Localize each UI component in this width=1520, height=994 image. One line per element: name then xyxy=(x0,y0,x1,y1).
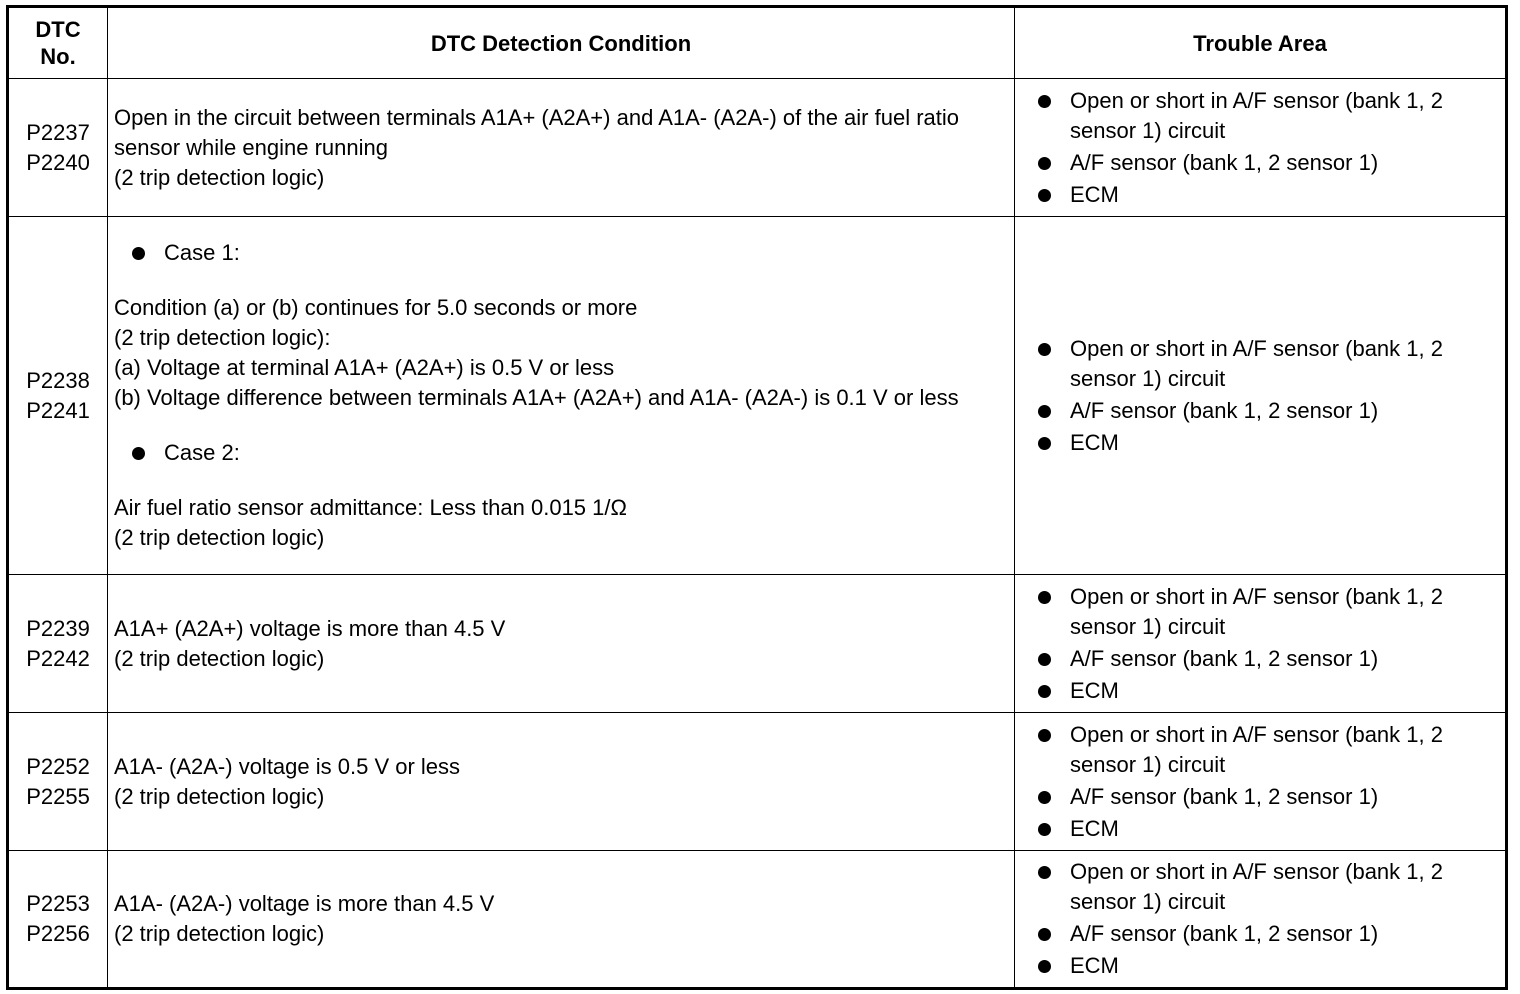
list-item xyxy=(1015,782,1499,812)
trouble-area-cell xyxy=(1015,713,1507,851)
trouble-area-text: ECM xyxy=(1070,953,1119,978)
bullet-icon xyxy=(132,447,145,460)
dtc-code: P2252 xyxy=(26,753,90,779)
trouble-area-text: ECM xyxy=(1070,181,1119,207)
table-row xyxy=(8,217,1507,575)
trouble-area-cell xyxy=(1015,575,1507,713)
bullet-icon xyxy=(1038,653,1051,666)
bullet-icon xyxy=(1038,960,1051,973)
trouble-area-cell xyxy=(1015,851,1507,989)
list-item xyxy=(1015,919,1499,949)
list-item xyxy=(1015,644,1499,674)
dtc-code: P2238 xyxy=(26,367,90,393)
trouble-area-text: A/F sensor (bank 1, 2 sensor 1) xyxy=(1070,921,1379,946)
condition-cell xyxy=(108,79,1015,217)
bullet-icon xyxy=(1038,729,1051,742)
bullet-icon xyxy=(1038,157,1051,170)
bullet-icon xyxy=(1038,405,1051,418)
bullet-icon xyxy=(1038,866,1051,879)
bullet-icon xyxy=(1038,791,1051,804)
table-row xyxy=(8,851,1507,989)
case-1-heading xyxy=(114,238,1008,268)
bullet-icon xyxy=(1038,823,1051,836)
list-item xyxy=(1015,428,1499,458)
list-item xyxy=(1015,951,1499,981)
condition-text: A1A- (A2A-) voltage is 0.5 V or less xyxy=(114,753,461,779)
table-header-row xyxy=(8,7,1507,79)
condition-text: A1A+ (A2A+) voltage is more than 4.5 V xyxy=(114,615,506,641)
condition-text: (2 trip detection logic) xyxy=(114,783,325,809)
dtc-code: P2256 xyxy=(26,921,90,946)
dtc-code: P2242 xyxy=(26,645,90,671)
dtc-code-cell xyxy=(8,79,108,217)
trouble-area-text: Open or short in A/F sensor (bank 1, 2 sensor 1) circuit xyxy=(1070,583,1443,639)
trouble-area-text: Open or short in A/F sensor (bank 1, 2 sensor 1) circuit xyxy=(1070,87,1443,143)
trouble-area-text: ECM xyxy=(1070,429,1119,455)
trouble-area-text: A/F sensor (bank 1, 2 sensor 1) xyxy=(1070,149,1379,175)
condition-text: (2 trip detection logic) xyxy=(114,164,325,190)
table-row xyxy=(8,713,1507,851)
dtc-code-cell xyxy=(8,217,108,575)
list-item xyxy=(1015,334,1499,394)
bullet-icon xyxy=(132,247,145,260)
condition-text: Condition (a) or (b) continues for 5.0 seconds or more xyxy=(114,295,638,320)
list-item xyxy=(1015,180,1499,210)
list-item xyxy=(1015,582,1499,642)
trouble-area-text: A/F sensor (bank 1, 2 sensor 1) xyxy=(1070,783,1379,809)
list-item xyxy=(1015,720,1499,780)
condition-text: A1A- (A2A-) voltage is more than 4.5 V xyxy=(114,891,495,916)
condition-text: (a) Voltage at terminal A1A+ (A2A+) is 0.5 V or less xyxy=(114,355,615,380)
dtc-code-cell xyxy=(8,713,108,851)
table-row xyxy=(8,79,1507,217)
condition-text: (b) Voltage difference between terminals A1A+ (A2A+) and A1A- (A2A-) is 0.1 V or less xyxy=(114,385,959,410)
trouble-area-text: ECM xyxy=(1070,677,1119,703)
dtc-code: P2255 xyxy=(26,783,90,809)
list-item xyxy=(1015,857,1499,917)
dtc-code: P2241 xyxy=(26,397,90,423)
condition-text: (2 trip detection logic): xyxy=(114,325,331,350)
case-label: Case 1: xyxy=(164,240,240,265)
bullet-icon xyxy=(1038,189,1051,202)
dtc-code-cell xyxy=(8,575,108,713)
list-item xyxy=(1015,814,1499,844)
list-item xyxy=(1015,86,1499,146)
trouble-area-cell xyxy=(1015,79,1507,217)
bullet-icon xyxy=(1038,95,1051,108)
header-dtc-no: DTC No. xyxy=(8,7,108,79)
dtc-code-cell xyxy=(8,851,108,989)
condition-text: Air fuel ratio sensor admittance: Less than 0.015 1/Ω xyxy=(114,495,627,520)
dtc-code: P2239 xyxy=(26,615,90,641)
header-trouble-area: Trouble Area xyxy=(1015,7,1507,79)
trouble-area-text: Open or short in A/F sensor (bank 1, 2 sensor 1) circuit xyxy=(1070,335,1443,391)
bullet-icon xyxy=(1038,437,1051,450)
dtc-table xyxy=(6,5,1508,990)
case-2-heading xyxy=(114,438,1008,468)
trouble-area-text: Open or short in A/F sensor (bank 1, 2 sensor 1) circuit xyxy=(1070,721,1443,777)
condition-cell xyxy=(108,217,1015,575)
condition-cell xyxy=(108,575,1015,713)
dtc-code: P2237 xyxy=(26,119,90,145)
trouble-area-text: ECM xyxy=(1070,815,1119,841)
condition-text: (2 trip detection logic) xyxy=(114,645,325,671)
condition-text: Open in the circuit between terminals A1A+ (A2A+) and A1A- (A2A-) of the air fuel ratio sensor while engine running xyxy=(114,104,959,160)
condition-text: (2 trip detection logic) xyxy=(114,525,325,550)
dtc-code: P2253 xyxy=(26,891,90,916)
bullet-icon xyxy=(1038,928,1051,941)
condition-cell xyxy=(108,851,1015,989)
dtc-code: P2240 xyxy=(26,149,90,175)
case-label: Case 2: xyxy=(164,440,240,465)
table-row xyxy=(8,575,1507,713)
bullet-icon xyxy=(1038,591,1051,604)
condition-text: (2 trip detection logic) xyxy=(114,921,325,946)
bullet-icon xyxy=(1038,685,1051,698)
trouble-area-text: A/F sensor (bank 1, 2 sensor 1) xyxy=(1070,645,1379,671)
list-item xyxy=(1015,148,1499,178)
bullet-icon xyxy=(1038,343,1051,356)
trouble-area-text: Open or short in A/F sensor (bank 1, 2 sensor 1) circuit xyxy=(1070,859,1443,914)
trouble-area-cell xyxy=(1015,217,1507,575)
header-condition: DTC Detection Condition xyxy=(108,7,1015,79)
condition-cell xyxy=(108,713,1015,851)
list-item xyxy=(1015,396,1499,426)
trouble-area-text: A/F sensor (bank 1, 2 sensor 1) xyxy=(1070,397,1379,423)
list-item xyxy=(1015,676,1499,706)
